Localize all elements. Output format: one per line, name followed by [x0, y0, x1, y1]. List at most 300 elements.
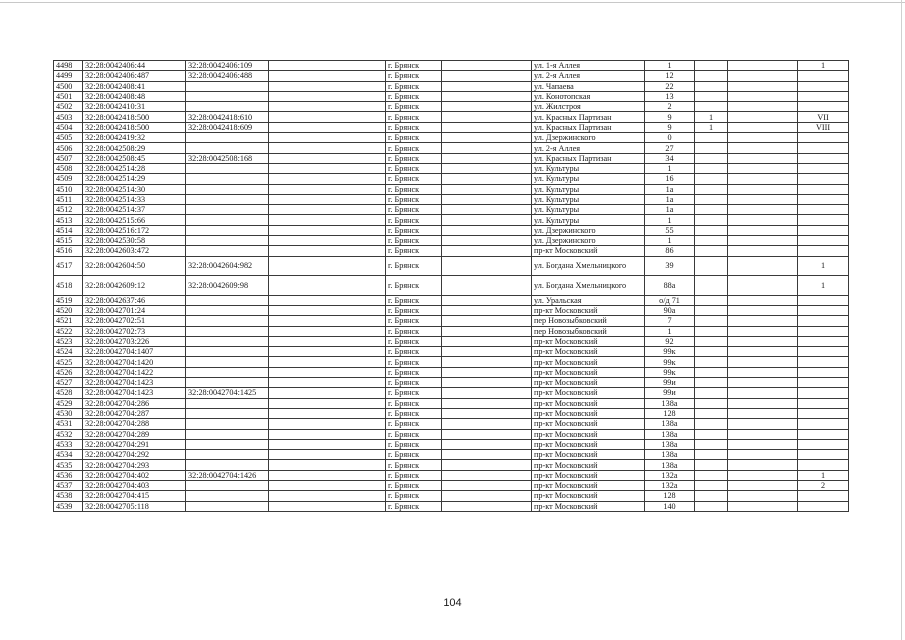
cell-empty-col-10	[728, 163, 798, 173]
cell-empty-col-6	[442, 194, 532, 204]
cell-empty-col-6	[442, 429, 532, 439]
cell-building	[695, 398, 728, 408]
cell-empty-col-4	[269, 491, 386, 501]
cell-house-number: 27	[645, 143, 695, 153]
cell-row-number: 4519	[54, 295, 83, 305]
cell-cadastral-number: 32:28:0042406:44	[83, 61, 186, 71]
cell-cadastral-number: 32:28:0042516:172	[83, 225, 186, 235]
cell-city: г. Брянск	[386, 439, 442, 449]
cell-empty-col-4	[269, 71, 386, 81]
cell-row-number: 4521	[54, 316, 83, 326]
table-row	[54, 491, 849, 501]
cell-empty-col-4	[269, 295, 386, 305]
cell-city: г. Брянск	[386, 480, 442, 490]
cell-cadastral-number: 32:28:0042418:500	[83, 112, 186, 122]
cell-house-number: 1а	[645, 184, 695, 194]
table-row	[54, 276, 849, 296]
cell-building	[695, 91, 728, 101]
cell-cadastral-number: 32:28:0042514:33	[83, 194, 186, 204]
cell-house-number: 99и	[645, 388, 695, 398]
cell-cadastral-number: 32:28:0042418:500	[83, 122, 186, 132]
table-row	[54, 357, 849, 367]
cell-empty-col-6	[442, 480, 532, 490]
cell-street: пр-кт Московский	[532, 378, 645, 388]
cell-empty-col-6	[442, 163, 532, 173]
cell-building	[695, 184, 728, 194]
cell-empty-col-4	[269, 91, 386, 101]
cell-building	[695, 429, 728, 439]
cell-apartment	[798, 450, 849, 460]
cell-empty-col-6	[442, 439, 532, 449]
cell-empty-col-4	[269, 326, 386, 336]
cell-sub-cadastral-number	[186, 408, 269, 418]
cell-apartment	[798, 91, 849, 101]
page-number: 104	[443, 597, 462, 609]
cell-row-number: 4525	[54, 357, 83, 367]
cell-apartment	[798, 215, 849, 225]
cell-building	[695, 419, 728, 429]
cell-street: пр-кт Московский	[532, 408, 645, 418]
cell-sub-cadastral-number	[186, 378, 269, 388]
cell-sub-cadastral-number	[186, 91, 269, 101]
cell-empty-col-6	[442, 398, 532, 408]
cell-house-number: 39	[645, 256, 695, 276]
cell-cadastral-number: 32:28:0042530:58	[83, 236, 186, 246]
cell-cadastral-number: 32:28:0042637:46	[83, 295, 186, 305]
cell-building	[695, 256, 728, 276]
cell-building	[695, 305, 728, 315]
cell-row-number: 4527	[54, 378, 83, 388]
cell-apartment	[798, 347, 849, 357]
cell-sub-cadastral-number: 32:28:0042406:109	[186, 61, 269, 71]
table-row	[54, 194, 849, 204]
table-row	[54, 398, 849, 408]
cell-empty-col-4	[269, 480, 386, 490]
cell-empty-col-6	[442, 491, 532, 501]
cell-city: г. Брянск	[386, 122, 442, 132]
cell-house-number: 99к	[645, 367, 695, 377]
cell-empty-col-6	[442, 184, 532, 194]
cell-empty-col-10	[728, 429, 798, 439]
table-row	[54, 236, 849, 246]
cell-empty-col-4	[269, 194, 386, 204]
cell-city: г. Брянск	[386, 81, 442, 91]
cell-building	[695, 491, 728, 501]
cell-house-number: 138а	[645, 398, 695, 408]
cell-building	[695, 163, 728, 173]
cell-empty-col-10	[728, 246, 798, 256]
cell-street: ул. Дзержинского	[532, 236, 645, 246]
cell-empty-col-4	[269, 236, 386, 246]
cell-city: г. Брянск	[386, 225, 442, 235]
cell-house-number: 99и	[645, 378, 695, 388]
cell-empty-col-6	[442, 236, 532, 246]
cell-city: г. Брянск	[386, 61, 442, 71]
cell-house-number: 138а	[645, 450, 695, 460]
cell-row-number: 4500	[54, 81, 83, 91]
cell-empty-col-4	[269, 205, 386, 215]
cell-city: г. Брянск	[386, 246, 442, 256]
cell-sub-cadastral-number	[186, 163, 269, 173]
cell-cadastral-number: 32:28:0042704:292	[83, 450, 186, 460]
cell-row-number: 4528	[54, 388, 83, 398]
cell-building	[695, 174, 728, 184]
cell-apartment	[798, 236, 849, 246]
table-row	[54, 501, 849, 511]
cell-sub-cadastral-number	[186, 81, 269, 91]
cell-sub-cadastral-number: 32:28:0042406:488	[186, 71, 269, 81]
table-row	[54, 388, 849, 398]
cell-apartment	[798, 71, 849, 81]
cell-cadastral-number: 32:28:0042703:226	[83, 336, 186, 346]
cell-sub-cadastral-number	[186, 367, 269, 377]
cell-sub-cadastral-number	[186, 225, 269, 235]
table-row	[54, 91, 849, 101]
cell-empty-col-10	[728, 378, 798, 388]
cell-row-number: 4504	[54, 122, 83, 132]
cell-street: пр-кт Московский	[532, 439, 645, 449]
cell-building	[695, 81, 728, 91]
cell-house-number: 128	[645, 491, 695, 501]
cell-empty-col-6	[442, 102, 532, 112]
table-row	[54, 336, 849, 346]
cell-row-number: 4515	[54, 236, 83, 246]
cell-city: г. Брянск	[386, 378, 442, 388]
cell-house-number: 1а	[645, 205, 695, 215]
cell-street: пр-кт Московский	[532, 388, 645, 398]
cell-sub-cadastral-number	[186, 347, 269, 357]
cell-empty-col-10	[728, 347, 798, 357]
cell-cadastral-number: 32:28:0042704:1420	[83, 357, 186, 367]
table-row	[54, 102, 849, 112]
cell-street: пр-кт Московский	[532, 450, 645, 460]
cell-empty-col-10	[728, 276, 798, 296]
cell-cadastral-number: 32:28:0042704:402	[83, 470, 186, 480]
cell-sub-cadastral-number	[186, 236, 269, 246]
table-row	[54, 153, 849, 163]
cell-building: 1	[695, 112, 728, 122]
cell-empty-col-4	[269, 102, 386, 112]
cell-row-number: 4517	[54, 256, 83, 276]
page-edge-top	[0, 2, 905, 3]
cell-empty-col-4	[269, 429, 386, 439]
cell-empty-col-10	[728, 305, 798, 315]
cell-house-number: 2	[645, 102, 695, 112]
cell-empty-col-4	[269, 501, 386, 511]
cell-cadastral-number: 32:28:0042704:415	[83, 491, 186, 501]
cell-row-number: 4508	[54, 163, 83, 173]
cell-city: г. Брянск	[386, 112, 442, 122]
cell-apartment	[798, 163, 849, 173]
cell-street: ул. Конотопская	[532, 91, 645, 101]
cell-building	[695, 246, 728, 256]
cell-empty-col-4	[269, 112, 386, 122]
cell-city: г. Брянск	[386, 316, 442, 326]
cell-apartment	[798, 295, 849, 305]
cell-row-number: 4499	[54, 71, 83, 81]
cell-apartment	[798, 143, 849, 153]
cell-row-number: 4516	[54, 246, 83, 256]
cell-empty-col-10	[728, 133, 798, 143]
cell-city: г. Брянск	[386, 194, 442, 204]
cell-cadastral-number: 32:28:0042704:1422	[83, 367, 186, 377]
table-row	[54, 225, 849, 235]
cell-empty-col-6	[442, 61, 532, 71]
cell-row-number: 4534	[54, 450, 83, 460]
cell-city: г. Брянск	[386, 501, 442, 511]
cell-empty-col-6	[442, 408, 532, 418]
cell-city: г. Брянск	[386, 336, 442, 346]
cell-row-number: 4535	[54, 460, 83, 470]
cell-cadastral-number: 32:28:0042609:12	[83, 276, 186, 296]
cell-empty-col-6	[442, 357, 532, 367]
cell-row-number: 4511	[54, 194, 83, 204]
cell-cadastral-number: 32:28:0042704:1423	[83, 388, 186, 398]
cell-row-number: 4512	[54, 205, 83, 215]
cell-empty-col-6	[442, 246, 532, 256]
cell-house-number: 138а	[645, 460, 695, 470]
table-row	[54, 112, 849, 122]
cell-empty-col-4	[269, 450, 386, 460]
cell-street: ул. Красных Партизан	[532, 153, 645, 163]
cell-street: пр-кт Московский	[532, 419, 645, 429]
cell-apartment: 1	[798, 276, 849, 296]
cell-empty-col-6	[442, 71, 532, 81]
cell-row-number: 4513	[54, 215, 83, 225]
cell-building	[695, 439, 728, 449]
cell-empty-col-6	[442, 326, 532, 336]
cell-street: ул. Культуры	[532, 174, 645, 184]
cell-street: пр-кт Московский	[532, 336, 645, 346]
register-table	[53, 60, 849, 512]
cell-house-number: 7	[645, 316, 695, 326]
cell-street: пр-кт Московский	[532, 347, 645, 357]
table-row	[54, 419, 849, 429]
cell-city: г. Брянск	[386, 357, 442, 367]
cell-row-number: 4529	[54, 398, 83, 408]
cell-row-number: 4524	[54, 347, 83, 357]
cell-apartment	[798, 225, 849, 235]
cell-building	[695, 367, 728, 377]
cell-row-number: 4532	[54, 429, 83, 439]
cell-row-number: 4530	[54, 408, 83, 418]
cell-sub-cadastral-number	[186, 336, 269, 346]
cell-empty-col-10	[728, 122, 798, 132]
cell-building	[695, 153, 728, 163]
cell-empty-col-10	[728, 336, 798, 346]
cell-building	[695, 225, 728, 235]
cell-street: ул. Красных Партизан	[532, 112, 645, 122]
table-row	[54, 71, 849, 81]
cell-empty-col-6	[442, 460, 532, 470]
cell-apartment	[798, 460, 849, 470]
cell-empty-col-10	[728, 71, 798, 81]
cell-apartment	[798, 102, 849, 112]
cell-building	[695, 470, 728, 480]
table-row	[54, 429, 849, 439]
cell-apartment: 1	[798, 61, 849, 71]
cell-house-number: 0	[645, 133, 695, 143]
cell-city: г. Брянск	[386, 174, 442, 184]
cell-city: г. Брянск	[386, 143, 442, 153]
cell-house-number: 138а	[645, 429, 695, 439]
table-row	[54, 163, 849, 173]
cell-street: пер Новозыбковский	[532, 316, 645, 326]
cell-sub-cadastral-number	[186, 480, 269, 490]
cell-apartment: VIII	[798, 122, 849, 132]
register-table-body	[54, 61, 849, 512]
cell-empty-col-10	[728, 153, 798, 163]
cell-empty-col-4	[269, 305, 386, 315]
table-row	[54, 450, 849, 460]
cell-row-number: 4503	[54, 112, 83, 122]
cell-city: г. Брянск	[386, 71, 442, 81]
cell-sub-cadastral-number	[186, 357, 269, 367]
cell-empty-col-10	[728, 501, 798, 511]
cell-empty-col-6	[442, 501, 532, 511]
cell-street: ул. Чапаева	[532, 81, 645, 91]
cell-empty-col-10	[728, 91, 798, 101]
cell-row-number: 4523	[54, 336, 83, 346]
cell-empty-col-6	[442, 215, 532, 225]
cell-building	[695, 408, 728, 418]
cell-cadastral-number: 32:28:0042508:29	[83, 143, 186, 153]
cell-apartment	[798, 439, 849, 449]
table-row	[54, 122, 849, 132]
cell-row-number: 4536	[54, 470, 83, 480]
cell-street: пр-кт Московский	[532, 357, 645, 367]
cell-building	[695, 501, 728, 511]
table-row	[54, 470, 849, 480]
cell-row-number: 4514	[54, 225, 83, 235]
cell-house-number: 138а	[645, 419, 695, 429]
cell-empty-col-4	[269, 133, 386, 143]
cell-street: ул. Культуры	[532, 163, 645, 173]
cell-cadastral-number: 32:28:0042704:1407	[83, 347, 186, 357]
table-row	[54, 81, 849, 91]
cell-empty-col-10	[728, 184, 798, 194]
table-row	[54, 367, 849, 377]
cell-street: пр-кт Московский	[532, 367, 645, 377]
cell-empty-col-6	[442, 347, 532, 357]
cell-city: г. Брянск	[386, 91, 442, 101]
cell-sub-cadastral-number	[186, 102, 269, 112]
cell-cadastral-number: 32:28:0042702:73	[83, 326, 186, 336]
cell-sub-cadastral-number	[186, 439, 269, 449]
cell-street: пр-кт Московский	[532, 501, 645, 511]
cell-empty-col-6	[442, 143, 532, 153]
cell-cadastral-number: 32:28:0042704:289	[83, 429, 186, 439]
cell-row-number: 4506	[54, 143, 83, 153]
cell-sub-cadastral-number	[186, 491, 269, 501]
cell-sub-cadastral-number	[186, 143, 269, 153]
cell-empty-col-10	[728, 174, 798, 184]
cell-sub-cadastral-number	[186, 246, 269, 256]
cell-house-number: 132а	[645, 480, 695, 490]
cell-sub-cadastral-number	[186, 419, 269, 429]
cell-building	[695, 133, 728, 143]
cell-empty-col-4	[269, 276, 386, 296]
cell-apartment: VII	[798, 112, 849, 122]
cell-empty-col-10	[728, 326, 798, 336]
cell-street: пер Новозыбковский	[532, 326, 645, 336]
table-row	[54, 184, 849, 194]
cell-empty-col-10	[728, 205, 798, 215]
cell-empty-col-10	[728, 112, 798, 122]
cell-apartment	[798, 419, 849, 429]
cell-cadastral-number: 32:28:0042508:45	[83, 153, 186, 163]
cell-building	[695, 378, 728, 388]
table-row	[54, 347, 849, 357]
cell-sub-cadastral-number	[186, 205, 269, 215]
cell-cadastral-number: 32:28:0042704:1423	[83, 378, 186, 388]
cell-apartment	[798, 367, 849, 377]
cell-city: г. Брянск	[386, 347, 442, 357]
cell-city: г. Брянск	[386, 305, 442, 315]
cell-apartment	[798, 336, 849, 346]
cell-sub-cadastral-number	[186, 316, 269, 326]
cell-city: г. Брянск	[386, 398, 442, 408]
cell-city: г. Брянск	[386, 470, 442, 480]
cell-empty-col-4	[269, 357, 386, 367]
cell-sub-cadastral-number	[186, 295, 269, 305]
cell-house-number: 9	[645, 112, 695, 122]
cell-row-number: 4518	[54, 276, 83, 296]
cell-house-number: 92	[645, 336, 695, 346]
cell-city: г. Брянск	[386, 295, 442, 305]
cell-building	[695, 71, 728, 81]
cell-house-number: 140	[645, 501, 695, 511]
cell-empty-col-6	[442, 256, 532, 276]
cell-empty-col-4	[269, 246, 386, 256]
cell-row-number: 4537	[54, 480, 83, 490]
cell-house-number: 99к	[645, 357, 695, 367]
cell-sub-cadastral-number	[186, 460, 269, 470]
cell-empty-col-4	[269, 439, 386, 449]
page-edge-right	[901, 0, 902, 640]
cell-sub-cadastral-number: 32:28:0042609:98	[186, 276, 269, 296]
table-row	[54, 439, 849, 449]
cell-building	[695, 388, 728, 398]
table-row	[54, 205, 849, 215]
cell-house-number: 55	[645, 225, 695, 235]
cell-apartment: 2	[798, 480, 849, 490]
cell-sub-cadastral-number	[186, 215, 269, 225]
cell-house-number: о/д 71	[645, 295, 695, 305]
cell-sub-cadastral-number: 32:28:0042418:610	[186, 112, 269, 122]
cell-empty-col-6	[442, 336, 532, 346]
table-row	[54, 305, 849, 315]
cell-empty-col-10	[728, 388, 798, 398]
cell-cadastral-number: 32:28:0042419:32	[83, 133, 186, 143]
cell-sub-cadastral-number: 32:28:0042508:168	[186, 153, 269, 163]
cell-empty-col-4	[269, 153, 386, 163]
cell-empty-col-6	[442, 91, 532, 101]
cell-building	[695, 295, 728, 305]
cell-city: г. Брянск	[386, 491, 442, 501]
cell-house-number: 90а	[645, 305, 695, 315]
cell-empty-col-6	[442, 470, 532, 480]
cell-empty-col-4	[269, 81, 386, 91]
cell-sub-cadastral-number	[186, 429, 269, 439]
cell-cadastral-number: 32:28:0042514:29	[83, 174, 186, 184]
cell-street: пр-кт Московский	[532, 305, 645, 315]
cell-city: г. Брянск	[386, 153, 442, 163]
cell-house-number: 1	[645, 236, 695, 246]
cell-empty-col-10	[728, 470, 798, 480]
cell-cadastral-number: 32:28:0042603:472	[83, 246, 186, 256]
cell-building	[695, 316, 728, 326]
